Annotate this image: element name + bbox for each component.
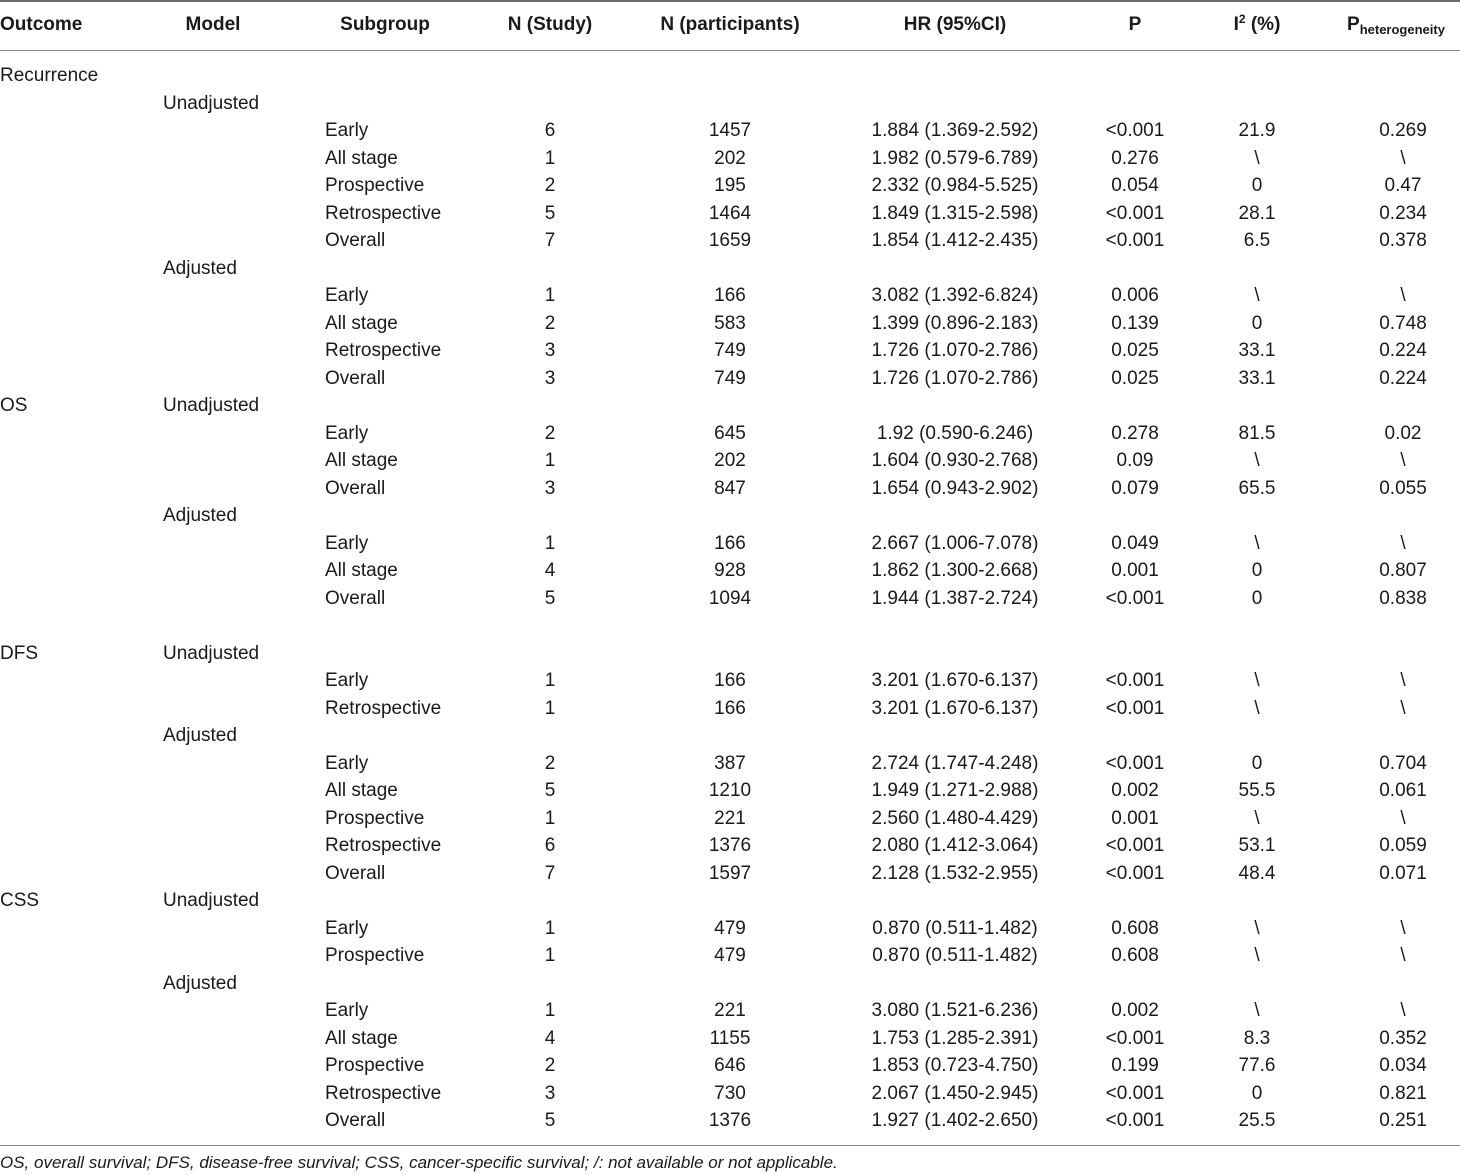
cell-p: 0.276 xyxy=(1111,148,1159,169)
cell-n-participants: 195 xyxy=(714,175,746,196)
cell-p: 0.278 xyxy=(1111,423,1159,444)
cell-model: Adjusted xyxy=(163,505,237,526)
cell-n-participants: 166 xyxy=(714,285,746,306)
table-row xyxy=(0,860,1460,887)
cell-p-heterogeneity: \ xyxy=(1400,1000,1406,1021)
cell-p: 0.006 xyxy=(1111,285,1159,306)
cell-i2: 81.5 xyxy=(1238,423,1276,444)
cell-i2: 0 xyxy=(1251,753,1263,774)
table-row xyxy=(0,530,1460,557)
cell-hr: 0.870 (0.511-1.482) xyxy=(872,918,1038,939)
cell-p-heterogeneity: 0.807 xyxy=(1379,560,1427,581)
cell-subgroup: Early xyxy=(325,753,369,774)
cell-hr: 1.853 (0.723-4.750) xyxy=(871,1055,1039,1076)
footnote: OS, overall survival; DFS, disease-free survival; CSS, cancer-specific survival; /: not available or not applicable. xyxy=(0,1153,838,1172)
cell-i2: 33.1 xyxy=(1238,368,1276,389)
cell-hr: 1.604 (0.930-2.768) xyxy=(871,450,1039,471)
cell-i2: \ xyxy=(1254,148,1260,169)
cell-p: 0.09 xyxy=(1116,450,1154,471)
cell-n-participants: 221 xyxy=(714,1000,746,1021)
cell-n-study: 3 xyxy=(544,368,556,389)
cell-hr: 1.849 (1.315-2.598) xyxy=(871,203,1039,224)
cell-n-participants: 749 xyxy=(714,368,746,389)
cell-p-heterogeneity: 0.251 xyxy=(1379,1110,1427,1131)
cell-subgroup: Retrospective xyxy=(325,835,442,856)
cell-subgroup: Retrospective xyxy=(325,340,442,361)
cell-subgroup: All stage xyxy=(325,148,398,169)
header-ph-sub: heterogeneity xyxy=(1359,22,1445,37)
cell-n-study: 1 xyxy=(544,918,556,939)
table-row xyxy=(0,117,1460,144)
cell-n-study: 6 xyxy=(544,120,556,141)
cell-i2: 0 xyxy=(1251,313,1263,334)
table-row xyxy=(0,585,1460,612)
cell-p: 0.054 xyxy=(1111,175,1159,196)
cell-i2: 8.3 xyxy=(1243,1028,1271,1049)
table-row xyxy=(0,1025,1460,1052)
cell-n-participants: 749 xyxy=(714,340,746,361)
cell-hr: 1.862 (1.300-2.668) xyxy=(871,560,1039,581)
cell-subgroup: All stage xyxy=(325,560,398,581)
cell-subgroup: Retrospective xyxy=(325,203,442,224)
header-n-participants: N (participants) xyxy=(660,14,800,35)
cell-p: 0.139 xyxy=(1111,313,1159,334)
cell-n-study: 1 xyxy=(544,533,556,554)
header-subgroup: Subgroup xyxy=(340,14,430,35)
cell-hr: 2.667 (1.006-7.078) xyxy=(871,533,1039,554)
cell-p: 0.001 xyxy=(1111,560,1159,581)
cell-outcome: CSS xyxy=(0,890,40,911)
cell-n-study: 1 xyxy=(544,1000,556,1021)
cell-subgroup: Early xyxy=(325,533,369,554)
cell-subgroup: Early xyxy=(325,670,369,691)
cell-n-study: 2 xyxy=(544,753,556,774)
cell-n-participants: 166 xyxy=(714,533,746,554)
cell-n-participants: 166 xyxy=(714,698,746,719)
table-row xyxy=(0,392,1460,419)
cell-hr: 3.201 (1.670-6.137) xyxy=(871,698,1039,719)
cell-p: 0.049 xyxy=(1111,533,1159,554)
cell-n-participants: 1457 xyxy=(708,120,752,141)
table-row xyxy=(0,1052,1460,1079)
header-hr: HR (95%CI) xyxy=(903,14,1007,35)
cell-p-heterogeneity: 0.378 xyxy=(1379,230,1427,251)
cell-n-study: 7 xyxy=(544,230,556,251)
cell-p-heterogeneity: 0.352 xyxy=(1379,1028,1427,1049)
header-p: P xyxy=(1128,14,1142,35)
table-row xyxy=(0,777,1460,804)
table-row xyxy=(0,667,1460,694)
cell-model: Adjusted xyxy=(163,258,237,279)
cell-hr: 1.982 (0.579-6.789) xyxy=(871,148,1039,169)
cell-n-participants: 221 xyxy=(714,808,746,829)
cell-n-participants: 645 xyxy=(714,423,746,444)
header-i2-unit: (%) xyxy=(1245,14,1281,35)
table-row xyxy=(0,1080,1460,1107)
cell-p: 0.608 xyxy=(1111,918,1159,939)
cell-i2: 33.1 xyxy=(1238,340,1276,361)
cell-p-heterogeneity: \ xyxy=(1400,450,1406,471)
cell-n-study: 4 xyxy=(544,1028,556,1049)
cell-i2: 77.6 xyxy=(1238,1055,1276,1076)
cell-hr: 1.884 (1.369-2.592) xyxy=(871,120,1039,141)
header-ph-base: P xyxy=(1347,14,1360,35)
table-row xyxy=(0,887,1460,914)
cell-i2: 65.5 xyxy=(1238,478,1276,499)
cell-model: Unadjusted xyxy=(163,890,260,911)
cell-i2: 21.9 xyxy=(1238,120,1276,141)
cell-n-participants: 202 xyxy=(714,148,746,169)
cell-n-study: 3 xyxy=(544,340,556,361)
header-rule xyxy=(0,50,1460,51)
cell-i2: 53.1 xyxy=(1238,835,1276,856)
cell-p: 0.199 xyxy=(1111,1055,1159,1076)
cell-i2: 55.5 xyxy=(1238,780,1276,801)
cell-n-study: 5 xyxy=(544,588,556,609)
cell-n-participants: 730 xyxy=(714,1083,746,1104)
cell-n-study: 2 xyxy=(544,175,556,196)
cell-n-study: 7 xyxy=(544,863,556,884)
cell-n-study: 1 xyxy=(544,450,556,471)
cell-n-study: 1 xyxy=(544,670,556,691)
cell-i2: \ xyxy=(1254,698,1260,719)
cell-p: <0.001 xyxy=(1105,863,1165,884)
cell-p-heterogeneity: 0.02 xyxy=(1384,423,1422,444)
top-rule xyxy=(0,0,1460,2)
cell-n-study: 1 xyxy=(544,148,556,169)
table-row xyxy=(0,145,1460,172)
cell-subgroup: Prospective xyxy=(325,1055,425,1076)
table-row xyxy=(0,722,1460,749)
cell-p: <0.001 xyxy=(1105,1083,1165,1104)
cell-hr: 1.726 (1.070-2.786) xyxy=(871,340,1039,361)
table-row xyxy=(0,557,1460,584)
table-row xyxy=(0,420,1460,447)
table-row xyxy=(0,365,1460,392)
cell-hr: 1.927 (1.402-2.650) xyxy=(871,1110,1039,1131)
table-row xyxy=(0,942,1460,969)
cell-p: <0.001 xyxy=(1105,120,1165,141)
cell-outcome: DFS xyxy=(0,643,38,664)
cell-subgroup: Prospective xyxy=(325,808,425,829)
cell-n-study: 2 xyxy=(544,313,556,334)
cell-p-heterogeneity: 0.234 xyxy=(1379,203,1427,224)
cell-subgroup: Overall xyxy=(325,368,386,389)
header-n-study: N (Study) xyxy=(507,14,593,35)
cell-hr: 0.870 (0.511-1.482) xyxy=(872,945,1038,966)
cell-subgroup: All stage xyxy=(325,313,398,334)
cell-n-participants: 1376 xyxy=(708,835,752,856)
cell-n-study: 1 xyxy=(544,945,556,966)
cell-n-study: 5 xyxy=(544,1110,556,1131)
cell-n-study: 1 xyxy=(544,285,556,306)
cell-p-heterogeneity: \ xyxy=(1400,148,1406,169)
header-outcome: Outcome xyxy=(0,14,83,35)
cell-n-participants: 583 xyxy=(714,313,746,334)
cell-n-study: 5 xyxy=(544,780,556,801)
cell-p: 0.025 xyxy=(1111,340,1159,361)
cell-p: 0.001 xyxy=(1111,808,1159,829)
cell-i2: 48.4 xyxy=(1238,863,1276,884)
cell-i2: \ xyxy=(1254,450,1260,471)
cell-p-heterogeneity: 0.055 xyxy=(1379,478,1427,499)
cell-outcome: Recurrence xyxy=(0,65,99,86)
cell-hr: 1.949 (1.271-2.988) xyxy=(871,780,1039,801)
cell-subgroup: Early xyxy=(325,285,369,306)
cell-n-participants: 387 xyxy=(714,753,746,774)
cell-n-study: 6 xyxy=(544,835,556,856)
cell-i2: 0 xyxy=(1251,1083,1263,1104)
cell-p: 0.025 xyxy=(1111,368,1159,389)
table-row xyxy=(0,255,1460,282)
cell-hr: 1.753 (1.285-2.391) xyxy=(871,1028,1039,1049)
cell-subgroup: All stage xyxy=(325,1028,398,1049)
cell-outcome: OS xyxy=(0,395,28,416)
header-p-heterogeneity xyxy=(1347,13,1460,37)
cell-n-participants: 166 xyxy=(714,670,746,691)
cell-p: 0.079 xyxy=(1111,478,1159,499)
table-row xyxy=(0,200,1460,227)
cell-p: <0.001 xyxy=(1105,753,1165,774)
cell-subgroup: Early xyxy=(325,120,369,141)
cell-model: Adjusted xyxy=(163,973,237,994)
cell-i2: \ xyxy=(1254,285,1260,306)
cell-n-participants: 1155 xyxy=(709,1028,751,1049)
cell-subgroup: Early xyxy=(325,423,369,444)
cell-p-heterogeneity: \ xyxy=(1400,945,1406,966)
cell-n-study: 3 xyxy=(544,478,556,499)
cell-subgroup: Early xyxy=(325,918,369,939)
cell-n-study: 1 xyxy=(544,698,556,719)
cell-n-participants: 1659 xyxy=(708,230,752,251)
table-row xyxy=(0,502,1460,529)
cell-i2: 0 xyxy=(1251,560,1263,581)
cell-subgroup: Prospective xyxy=(325,945,425,966)
table-row xyxy=(0,997,1460,1024)
cell-p-heterogeneity: 0.224 xyxy=(1379,340,1427,361)
cell-hr: 1.399 (0.896-2.183) xyxy=(871,313,1039,334)
cell-n-participants: 1094 xyxy=(708,588,752,609)
cell-p: 0.002 xyxy=(1111,780,1159,801)
table-row xyxy=(0,90,1460,117)
cell-i2: \ xyxy=(1254,670,1260,691)
cell-subgroup: Retrospective xyxy=(325,1083,442,1104)
cell-p-heterogeneity: \ xyxy=(1400,918,1406,939)
header-i2-base: I xyxy=(1233,14,1239,35)
table-row xyxy=(0,337,1460,364)
cell-i2: 0 xyxy=(1251,588,1263,609)
cell-subgroup: All stage xyxy=(325,450,398,471)
cell-hr: 2.067 (1.450-2.945) xyxy=(871,1083,1039,1104)
cell-p-heterogeneity: 0.821 xyxy=(1379,1083,1427,1104)
cell-n-study: 1 xyxy=(544,808,556,829)
cell-i2: 6.5 xyxy=(1243,230,1271,251)
cell-hr: 2.080 (1.412-3.064) xyxy=(871,835,1039,856)
table-row xyxy=(0,832,1460,859)
cell-i2: 0 xyxy=(1251,175,1263,196)
cell-hr: 2.724 (1.747-4.248) xyxy=(871,753,1039,774)
cell-subgroup: Overall xyxy=(325,230,386,251)
header-model-label: Model xyxy=(185,14,241,35)
cell-hr: 1.726 (1.070-2.786) xyxy=(871,368,1039,389)
table-row xyxy=(0,970,1460,997)
cell-p-heterogeneity: \ xyxy=(1400,670,1406,691)
header-model xyxy=(163,13,263,37)
cell-i2: \ xyxy=(1254,918,1260,939)
cell-i2: \ xyxy=(1254,1000,1260,1021)
cell-n-study: 4 xyxy=(544,560,556,581)
cell-p-heterogeneity: 0.071 xyxy=(1379,863,1427,884)
cell-p-heterogeneity: \ xyxy=(1400,533,1406,554)
cell-model: Adjusted xyxy=(163,725,237,746)
table-row xyxy=(0,805,1460,832)
cell-p-heterogeneity: 0.059 xyxy=(1379,835,1427,856)
cell-p-heterogeneity: 0.47 xyxy=(1384,175,1422,196)
cell-hr: 2.128 (1.532-2.955) xyxy=(871,863,1039,884)
cell-p: <0.001 xyxy=(1105,1028,1165,1049)
cell-n-study: 5 xyxy=(544,203,556,224)
cell-hr: 1.654 (0.943-2.902) xyxy=(871,478,1039,499)
cell-n-study: 2 xyxy=(544,423,556,444)
cell-p: <0.001 xyxy=(1105,670,1165,691)
cell-i2: \ xyxy=(1254,533,1260,554)
cell-model: Unadjusted xyxy=(163,93,260,114)
cell-subgroup: Overall xyxy=(325,478,386,499)
cell-p: <0.001 xyxy=(1105,588,1165,609)
cell-subgroup: Retrospective xyxy=(325,698,442,719)
cell-p-heterogeneity: 0.704 xyxy=(1379,753,1427,774)
cell-n-participants: 479 xyxy=(714,945,746,966)
header-i2-sup: 2 xyxy=(1238,12,1246,26)
cell-p-heterogeneity: 0.269 xyxy=(1379,120,1427,141)
bottom-rule xyxy=(0,1145,1460,1146)
cell-p: <0.001 xyxy=(1105,835,1165,856)
cell-n-participants: 479 xyxy=(714,918,746,939)
cell-n-participants: 646 xyxy=(714,1055,746,1076)
cell-i2: 28.1 xyxy=(1238,203,1276,224)
cell-p: 0.002 xyxy=(1111,1000,1159,1021)
cell-hr: 1.92 (0.590-6.246) xyxy=(876,423,1034,444)
table-row xyxy=(0,62,1460,89)
cell-n-study: 3 xyxy=(544,1083,556,1104)
table-row xyxy=(0,282,1460,309)
table-row xyxy=(0,227,1460,254)
table-row xyxy=(0,172,1460,199)
cell-p-heterogeneity: 0.748 xyxy=(1379,313,1427,334)
cell-i2: \ xyxy=(1254,808,1260,829)
cell-subgroup: Overall xyxy=(325,1110,386,1131)
cell-hr: 3.082 (1.392-6.824) xyxy=(871,285,1039,306)
table-row xyxy=(0,695,1460,722)
cell-p-heterogeneity: 0.838 xyxy=(1379,588,1427,609)
cell-subgroup: Early xyxy=(325,1000,369,1021)
cell-p: <0.001 xyxy=(1105,230,1165,251)
cell-model: Unadjusted xyxy=(163,395,260,416)
cell-n-participants: 928 xyxy=(714,560,746,581)
cell-n-participants: 847 xyxy=(714,478,746,499)
cell-subgroup: Prospective xyxy=(325,175,425,196)
cell-n-participants: 1376 xyxy=(708,1110,752,1131)
cell-p-heterogeneity: \ xyxy=(1400,808,1406,829)
cell-p-heterogeneity: \ xyxy=(1400,698,1406,719)
cell-p: <0.001 xyxy=(1105,203,1165,224)
cell-n-participants: 1464 xyxy=(708,203,752,224)
cell-subgroup: Overall xyxy=(325,588,386,609)
table-row xyxy=(0,750,1460,777)
table-row xyxy=(0,310,1460,337)
table-row xyxy=(0,915,1460,942)
cell-p: 0.608 xyxy=(1111,945,1159,966)
cell-hr: 3.201 (1.670-6.137) xyxy=(871,670,1039,691)
cell-subgroup: Overall xyxy=(325,863,386,884)
cell-hr: 3.080 (1.521-6.236) xyxy=(871,1000,1039,1021)
cell-hr: 1.944 (1.387-2.724) xyxy=(871,588,1039,609)
cell-model: Unadjusted xyxy=(163,643,260,664)
table-row xyxy=(0,447,1460,474)
cell-subgroup: All stage xyxy=(325,780,398,801)
table-row xyxy=(0,475,1460,502)
cell-i2: 25.5 xyxy=(1238,1110,1276,1131)
cell-p: <0.001 xyxy=(1105,1110,1165,1131)
cell-hr: 1.854 (1.412-2.435) xyxy=(871,230,1039,251)
cell-n-study: 2 xyxy=(544,1055,556,1076)
cell-p-heterogeneity: 0.034 xyxy=(1379,1055,1427,1076)
header-i2 xyxy=(1197,13,1317,37)
cell-hr: 2.560 (1.480-4.429) xyxy=(871,808,1039,829)
cell-p-heterogeneity: \ xyxy=(1400,285,1406,306)
cell-hr: 2.332 (0.984-5.525) xyxy=(871,175,1039,196)
cell-n-participants: 1597 xyxy=(708,863,752,884)
table-row xyxy=(0,640,1460,667)
cell-n-participants: 202 xyxy=(714,450,746,471)
cell-p: <0.001 xyxy=(1105,698,1165,719)
cell-p-heterogeneity: 0.061 xyxy=(1379,780,1427,801)
cell-n-participants: 1210 xyxy=(708,780,752,801)
cell-i2: \ xyxy=(1254,945,1260,966)
table-row xyxy=(0,1107,1460,1134)
cell-p-heterogeneity: 0.224 xyxy=(1379,368,1427,389)
